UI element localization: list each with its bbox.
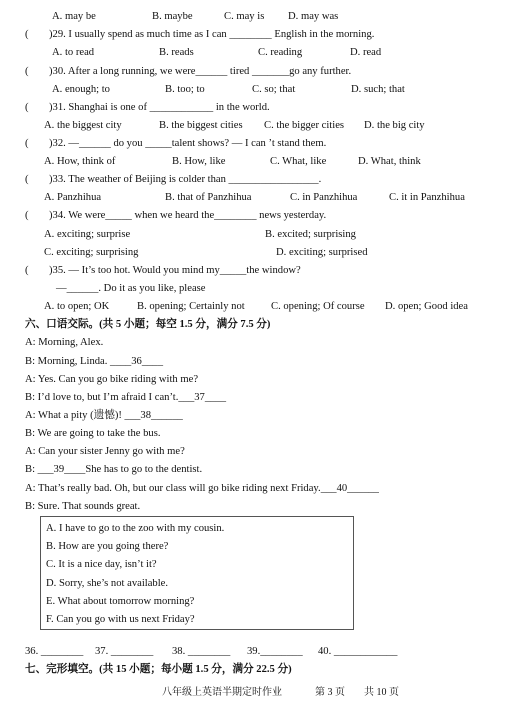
question-text: )32. —______ do you _____talent shows? — I can ’t stand them.: [49, 138, 327, 149]
option: C. What, like: [270, 156, 327, 167]
option: A. the biggest city: [44, 120, 122, 131]
question-text: )34. We were_____ when we heard the________ news yesterday.: [49, 210, 327, 221]
option: D. exciting; surprised: [276, 247, 368, 258]
answer-paren: (: [25, 210, 29, 221]
option: D. may was: [288, 11, 339, 22]
dialogue-line: B: Morning, Linda. ____36____: [25, 356, 164, 367]
option-item: E. What about tomorrow morning?: [46, 596, 195, 607]
option: C. so; that: [252, 84, 296, 95]
option: C. it in Panzhihua: [389, 192, 465, 203]
question-text: )29. I usually spend as much time as I can ________ English in the morning.: [49, 29, 375, 40]
question-text-reply: —______. Do it as you like, please: [56, 283, 206, 294]
option: C. may is: [224, 11, 265, 22]
footer-title: 八年级上英语半期定时作业: [162, 687, 282, 698]
question-text: )33. The weather of Beijing is colder than _________________.: [49, 174, 322, 185]
answer-blank: 37. ________: [95, 646, 154, 657]
question-text: )31. Shanghai is one of ____________ in the world.: [49, 102, 270, 113]
option: B. maybe: [152, 11, 193, 22]
option: A. enough; to: [52, 84, 110, 95]
footer-page: 第 3 页: [315, 687, 345, 698]
footer-total: 共 10 页: [364, 687, 399, 698]
option: A. exciting; surprise: [44, 229, 131, 240]
dialogue-line: A: Yes. Can you go bike riding with me?: [25, 374, 199, 385]
dialogue-line: A: That’s really bad. Oh, but our class will go bike riding next Friday.___40______: [25, 483, 379, 494]
question-text: )30. After a long running, we were______ tired _______go any further.: [49, 66, 352, 77]
section-7-heading: 七、完形填空。(共 15 小题；每小题 1.5 分，满分 22.5 分): [25, 664, 292, 675]
dialogue-line: A: Morning, Alex.: [25, 337, 104, 348]
dialogue-line: B: We are going to take the bus.: [25, 428, 161, 439]
option: A. to read: [52, 47, 95, 58]
option: B. the biggest cities: [159, 120, 243, 131]
option-item: A. I have to go to the zoo with my cousin.: [46, 523, 225, 534]
option: A. How, think of: [44, 156, 116, 167]
option: B. that of Panzhihua: [165, 192, 252, 203]
option: D. open; Good idea: [385, 301, 468, 312]
option: A. to open; OK: [44, 301, 110, 312]
option: C. opening; Of course: [271, 301, 365, 312]
dialogue-line: B: ___39____She has to go to the dentist.: [25, 464, 203, 475]
answer-paren: (: [25, 29, 29, 40]
answer-blank: 38. ________: [172, 646, 231, 657]
answer-paren: (: [25, 102, 29, 113]
option: B. excited; surprising: [265, 229, 356, 240]
option: C. in Panzhihua: [290, 192, 358, 203]
option-item: C. It is a nice day, isn’t it?: [46, 559, 157, 570]
option-item: D. Sorry, she’s not available.: [46, 578, 168, 589]
option-item: B. How are you going there?: [46, 541, 169, 552]
dialogue-line: A: Can your sister Jenny go with me?: [25, 446, 185, 457]
question-text: )35. — It’s too hot. Would you mind my_____the window?: [49, 265, 301, 276]
option: C. reading: [258, 47, 303, 58]
option: B. opening; Certainly not: [137, 301, 245, 312]
dialogue-line: B: Sure. That sounds great.: [25, 501, 141, 512]
option: C. exciting; surprising: [44, 247, 139, 258]
answer-blank: 40. ____________: [318, 646, 398, 657]
answer-paren: (: [25, 265, 29, 276]
answer-paren: (: [25, 66, 29, 77]
option: B. reads: [159, 47, 194, 58]
answer-blank: 39.________: [247, 646, 303, 657]
option: B. How, like: [172, 156, 226, 167]
option: D. What, think: [358, 156, 421, 167]
option: D. such; that: [351, 84, 405, 95]
answer-blank: 36. ________: [25, 646, 84, 657]
option: C. the bigger cities: [264, 120, 345, 131]
option: A. may be: [52, 11, 96, 22]
option: A. Panzhihua: [44, 192, 102, 203]
option: D. the big city: [364, 120, 425, 131]
option: B. too; to: [165, 84, 205, 95]
dialogue-line: A: What a pity (遗憾)! ___38______: [25, 410, 183, 421]
dialogue-line: B: I’d love to, but I’m afraid I can’t.___37____: [25, 392, 227, 403]
option: D. read: [350, 47, 382, 58]
answer-paren: (: [25, 174, 29, 185]
answer-paren: (: [25, 138, 29, 149]
section-6-heading: 六、口语交际。(共 5 小题；每空 1.5 分，满分 7.5 分): [25, 319, 271, 330]
option-item: F. Can you go with us next Friday?: [46, 614, 195, 625]
